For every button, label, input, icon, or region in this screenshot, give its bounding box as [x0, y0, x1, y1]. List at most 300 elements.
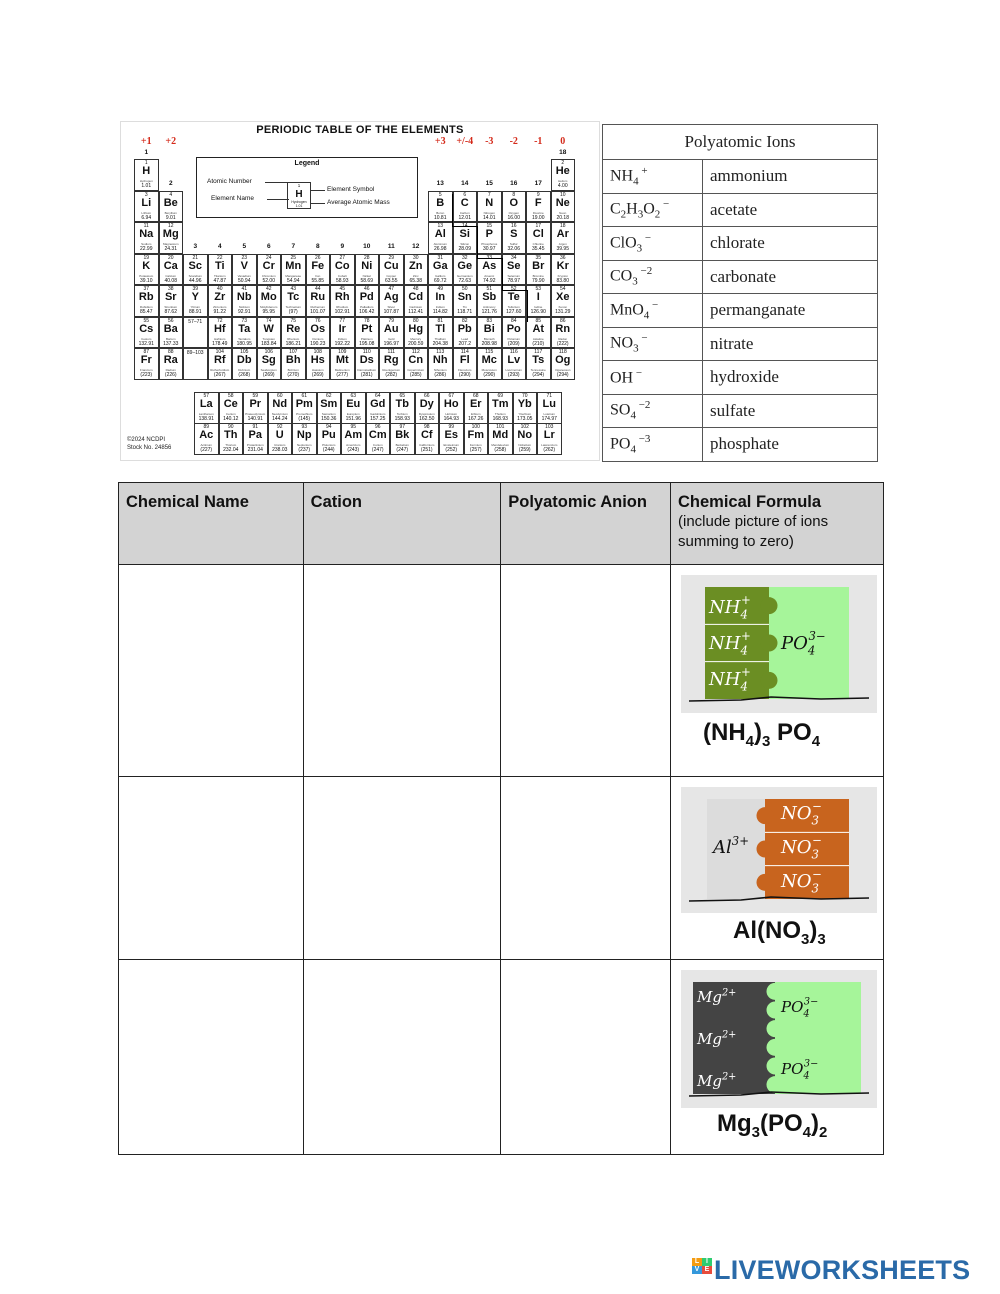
- element-symbol: Ca: [163, 259, 178, 272]
- element-mass: 28.09: [458, 246, 471, 252]
- element-symbol: Cr: [262, 259, 275, 272]
- element-symbol: Mc: [481, 354, 497, 366]
- element-name: Technetium: [285, 305, 301, 309]
- element-name: Nitrogen: [483, 210, 495, 215]
- element-cell: [257, 348, 282, 380]
- element-symbol: Sb: [482, 291, 497, 303]
- element-symbol: Be: [163, 196, 178, 209]
- element-name: Samarium: [321, 412, 336, 416]
- element-mass: 22.99: [139, 246, 153, 252]
- ion-label: $PO_43-$: [781, 1058, 819, 1082]
- element-atomic-number: 67: [448, 393, 455, 399]
- element-atomic-number: 57: [203, 393, 210, 399]
- ion-label: $Mg^{2+}$: [697, 1071, 737, 1090]
- element-cell: [477, 348, 502, 380]
- worksheet-row: [119, 777, 884, 960]
- header-cation: Cation: [303, 483, 501, 565]
- polyatomic-ion-row: [603, 327, 878, 361]
- element-mass: 10.81: [433, 214, 447, 221]
- element-cell: [257, 317, 282, 349]
- element-symbol: B: [436, 196, 445, 209]
- element-atomic-number: 7: [487, 191, 491, 198]
- stock-number: Stock No. 24856: [127, 445, 172, 451]
- element-mass: 19.00: [531, 214, 545, 221]
- element-name: Silver: [387, 305, 395, 309]
- element-name: Chromium: [261, 273, 276, 278]
- logo-letter-tile: V: [692, 1266, 702, 1274]
- element-name: Ytterbium: [518, 412, 532, 416]
- element-symbol: Ta: [238, 322, 251, 335]
- element-cell: [341, 392, 366, 424]
- element-name: Hafnium: [214, 336, 226, 341]
- element-atomic-number: 84: [510, 317, 517, 324]
- element-symbol: Cm: [368, 429, 387, 441]
- element-symbol: Hs: [310, 354, 325, 366]
- element-cell: [243, 423, 268, 455]
- element-atomic-number: 55: [143, 317, 150, 324]
- element-name: Tungsten: [262, 336, 275, 341]
- element-name: Cesium: [141, 336, 152, 341]
- header-chemical-formula: [671, 483, 884, 565]
- element-atomic-number: 110: [362, 349, 371, 355]
- element-cell: [208, 285, 233, 317]
- element-mass: (277): [336, 372, 349, 378]
- element-symbol: Db: [236, 354, 252, 366]
- element-cell: [134, 348, 159, 380]
- element-cell: [526, 254, 551, 286]
- element-cell: [526, 348, 551, 380]
- header-chemical-name: Chemical Name: [119, 483, 304, 565]
- element-atomic-number: 69: [497, 393, 504, 399]
- element-cell: [526, 285, 551, 317]
- element-atomic-number: 71: [546, 393, 553, 399]
- legend-pointer-line: [267, 199, 289, 200]
- element-cell: [159, 348, 184, 380]
- element-mass: 178.49: [212, 340, 228, 347]
- element-cell: [183, 254, 208, 286]
- element-name: Roentgenium: [382, 368, 401, 372]
- element-cell: [268, 423, 293, 455]
- element-mass: 173.05: [517, 416, 533, 422]
- element-name: Potassium: [139, 273, 154, 278]
- element-cell: [390, 392, 415, 424]
- element-name: Xenon: [558, 305, 568, 309]
- element-atomic-number: 49: [437, 286, 444, 292]
- element-cell: [428, 222, 453, 254]
- ion-label: $NO_3-$: [781, 833, 822, 862]
- element-atomic-number: 39: [192, 286, 199, 292]
- element-mass: (97): [288, 309, 298, 315]
- element-cell: [404, 285, 429, 317]
- element-cell: [281, 348, 306, 380]
- element-name: Krypton: [557, 273, 568, 278]
- element-symbol: I: [536, 291, 540, 303]
- element-symbol: Bh: [285, 354, 301, 366]
- element-mass: 200.59: [408, 340, 424, 347]
- element-symbol: Nd: [272, 398, 288, 410]
- element-mass: 14.01: [482, 214, 496, 221]
- element-cell: [551, 159, 576, 191]
- element-name: Titanium: [214, 273, 226, 278]
- element-cell: [428, 317, 453, 349]
- group-number: 8: [315, 243, 320, 250]
- element-mass: (247): [371, 447, 384, 453]
- element-symbol: Mn: [285, 259, 302, 272]
- ion-name: acetate: [703, 193, 878, 227]
- element-symbol: Ag: [383, 291, 399, 303]
- element-atomic-number: 111: [387, 349, 396, 355]
- element-cell: [355, 348, 380, 380]
- element-name: Promethium: [296, 412, 313, 416]
- element-name: Nobelium: [518, 443, 532, 447]
- element-atomic-number: 95: [350, 424, 357, 430]
- element-symbol: Cd: [408, 291, 424, 303]
- chemical-formula-cell: [671, 777, 884, 960]
- element-cell: [390, 423, 415, 455]
- element-name: Thulium: [494, 412, 506, 416]
- element-symbol: Gd: [370, 398, 386, 410]
- element-mass: (251): [420, 447, 433, 453]
- element-symbol: Sr: [164, 291, 177, 303]
- element-symbol: Og: [555, 354, 571, 366]
- ion-label: $NH_4+$: [709, 629, 751, 658]
- chemical-formula-text: $(NH_4)_3$ $PO_4$: [703, 719, 821, 750]
- element-atomic-number: 73: [241, 317, 248, 324]
- ion-name: nitrate: [703, 327, 878, 361]
- element-name: Copernicium: [407, 368, 425, 372]
- element-cell: [477, 191, 502, 223]
- element-mass: 204.38: [432, 340, 448, 347]
- element-cell: [159, 191, 184, 223]
- element-atomic-number: 59: [252, 393, 259, 399]
- element-atomic-number: 89: [203, 424, 210, 430]
- legend-pointer-line: [265, 182, 289, 183]
- legend-sample-mass: 1.01: [295, 204, 303, 208]
- element-atomic-number: 29: [388, 254, 395, 261]
- element-cell: [134, 285, 159, 317]
- group-number: 4: [217, 243, 222, 250]
- chemical-name-answer-cell[interactable]: [119, 960, 304, 1155]
- element-cell: [208, 348, 233, 380]
- element-mass: (282): [385, 372, 398, 378]
- element-cell: [551, 254, 576, 286]
- polyatomic-ion-row: [603, 193, 878, 227]
- element-symbol: Ra: [163, 354, 178, 366]
- element-name: Indium: [435, 305, 445, 309]
- element-atomic-number: 9: [536, 191, 540, 198]
- element-atomic-number: 51: [486, 286, 493, 292]
- element-cell: [453, 191, 478, 223]
- element-mass: 12.01: [458, 214, 471, 221]
- element-name: Boron: [436, 210, 445, 215]
- header-polyatomic-anion: Polyatomic Anion: [501, 483, 671, 565]
- element-atomic-number: 90: [227, 424, 234, 430]
- cation-answer-cell[interactable]: [303, 777, 501, 960]
- group-number: 13: [436, 180, 444, 187]
- element-symbol: K: [142, 259, 151, 272]
- ion-formula: OH −: [603, 361, 703, 395]
- element-symbol: Bi: [483, 322, 495, 335]
- element-name: Osmium: [312, 336, 324, 341]
- polyatomic-anion-answer-cell[interactable]: [501, 960, 671, 1155]
- element-symbol: Nb: [236, 291, 252, 303]
- element-symbol: Tb: [395, 398, 409, 410]
- element-name: Lead: [461, 336, 469, 341]
- element-atomic-number: 58: [227, 393, 234, 399]
- element-mass: 83.80: [556, 277, 569, 284]
- element-atomic-number: 89–103: [186, 350, 204, 356]
- element-symbol: Pm: [295, 398, 313, 410]
- element-symbol: Ac: [199, 429, 214, 441]
- element-name: Beryllium: [164, 210, 177, 215]
- group-number: 10: [363, 243, 371, 250]
- element-name: Iron: [315, 273, 321, 278]
- chemical-formula-cell: [671, 565, 884, 777]
- element-atomic-number: 6: [463, 191, 467, 198]
- element-cell: [306, 285, 331, 317]
- group-charge-label: -3: [485, 136, 494, 147]
- element-cell: [134, 222, 159, 254]
- element-name: Lanthanum: [198, 412, 214, 416]
- element-atomic-number: 83: [486, 317, 493, 324]
- group-number: 1: [144, 149, 149, 156]
- element-cell: [243, 392, 268, 424]
- element-symbol: Eu: [346, 398, 361, 410]
- element-cell: [317, 423, 342, 455]
- element-mass: 95.95: [262, 309, 275, 315]
- element-atomic-number: 11: [143, 223, 149, 229]
- element-atomic-number: 22: [216, 254, 223, 261]
- chemical-name-answer-cell[interactable]: [119, 777, 304, 960]
- element-cell: [292, 392, 317, 424]
- element-symbol: Fl: [459, 354, 470, 366]
- element-name: Curium: [372, 443, 383, 447]
- metalloid-line: [502, 290, 527, 291]
- group-number: 2: [168, 180, 173, 187]
- element-name: Helium: [558, 179, 568, 183]
- polyatomic-anion-answer-cell[interactable]: [501, 565, 671, 777]
- element-symbol: Sc: [188, 259, 202, 272]
- element-name: Antimony: [482, 305, 496, 309]
- element-name: Zinc: [412, 273, 419, 278]
- element-mass: (226): [164, 372, 177, 378]
- element-cell: [502, 222, 527, 254]
- element-symbol: Ge: [457, 259, 473, 272]
- element-mass: (268): [238, 372, 251, 378]
- element-name: Mercury: [410, 336, 422, 341]
- element-atomic-number: 81: [437, 317, 444, 324]
- element-symbol: Am: [344, 429, 363, 441]
- legend-pointer-line: [311, 190, 325, 191]
- element-cell: [551, 348, 576, 380]
- element-cell: [257, 285, 282, 317]
- cation-answer-cell[interactable]: [303, 565, 501, 777]
- chemical-name-answer-cell[interactable]: [119, 565, 304, 777]
- element-cell: [306, 254, 331, 286]
- legend-atomic-number-label: Atomic Number: [207, 178, 252, 185]
- element-atomic-number: 16: [510, 223, 517, 229]
- element-mass: 24.31: [164, 246, 177, 252]
- metalloid-line: [477, 226, 478, 258]
- legend-mass-label: Average Atomic Mass: [327, 199, 390, 206]
- element-cell: [428, 254, 453, 286]
- element-cell: [317, 392, 342, 424]
- element-mass: 58.69: [360, 277, 373, 284]
- element-cell: [341, 423, 366, 455]
- element-atomic-number: 1: [144, 160, 148, 166]
- element-symbol: Lv: [507, 354, 521, 366]
- element-mass: 126.90: [530, 309, 546, 315]
- periodic-table-title: PERIODIC TABLE OF THE ELEMENTS: [256, 124, 464, 136]
- element-mass: (294): [556, 372, 569, 378]
- element-mass: 151.96: [345, 416, 361, 422]
- element-symbol: Ce: [223, 398, 238, 410]
- element-atomic-number: 45: [339, 286, 346, 292]
- element-symbol: Rf: [213, 354, 226, 366]
- element-name: Mendelevium: [491, 443, 510, 447]
- element-mass: 231.04: [247, 447, 263, 453]
- element-cell: [488, 423, 513, 455]
- element-symbol: Te: [507, 291, 520, 303]
- element-name: Yttrium: [190, 305, 200, 309]
- element-name: Gold: [388, 336, 395, 341]
- legend-element-name-label: Element Name: [211, 195, 254, 202]
- element-name: Aluminum: [433, 242, 447, 246]
- element-atomic-number: 23: [241, 254, 248, 261]
- element-cell: [306, 348, 331, 380]
- element-cell: [232, 254, 257, 286]
- metalloid-line: [452, 194, 453, 227]
- element-atomic-number: 54: [559, 286, 566, 292]
- periodic-table: [120, 121, 600, 461]
- element-cell: [134, 317, 159, 349]
- element-name: Astatine: [532, 336, 544, 341]
- element-symbol: Si: [459, 228, 470, 240]
- element-atomic-number: 34: [510, 254, 517, 261]
- element-mass: 87.62: [164, 309, 177, 315]
- element-mass: (290): [483, 372, 496, 378]
- element-name: Nickel: [362, 273, 371, 278]
- metalloid-line: [477, 258, 502, 259]
- element-symbol: Se: [507, 259, 521, 272]
- element-mass: (244): [322, 447, 335, 453]
- group-charge-label: +/-4: [456, 136, 474, 147]
- element-symbol: Ts: [532, 354, 545, 366]
- worksheet-table: [118, 482, 884, 1155]
- element-name: Zirconium: [213, 305, 227, 309]
- element-name: Gadolinium: [370, 412, 386, 416]
- element-name: Gallium: [435, 273, 446, 278]
- element-name: Silicon: [460, 242, 470, 246]
- element-mass: 9.01: [165, 214, 176, 221]
- polyatomic-anion-answer-cell[interactable]: [501, 777, 671, 960]
- element-mass: 140.91: [247, 416, 263, 422]
- liveworksheets-wordmark: LIVEWORKSHEETS: [714, 1254, 971, 1285]
- element-atomic-number: 44: [314, 286, 321, 292]
- ion-label: $Mg^{2+}$: [697, 987, 737, 1006]
- ion-formula: $C_2H_3O_2$ −: [603, 193, 703, 227]
- element-atomic-number: 93: [301, 424, 308, 430]
- element-mass: 79.90: [531, 277, 545, 284]
- element-cell: [366, 392, 391, 424]
- cation-answer-cell[interactable]: [303, 960, 501, 1155]
- element-cell: [464, 392, 489, 424]
- element-symbol: Au: [383, 322, 399, 335]
- element-cell: [502, 191, 527, 223]
- element-mass: 157.25: [370, 416, 386, 422]
- element-cell: [281, 285, 306, 317]
- element-symbol: Ti: [214, 259, 225, 272]
- element-symbol: P: [485, 228, 493, 240]
- element-name: Rhenium: [287, 336, 300, 341]
- element-mass: 107.87: [383, 309, 399, 315]
- group-number: 14: [461, 180, 469, 187]
- element-name: Hydrogen: [139, 179, 153, 183]
- ion-name: chlorate: [703, 227, 878, 261]
- element-symbol: Fr: [140, 354, 152, 366]
- element-symbol: Dy: [419, 398, 434, 410]
- element-symbol: Br: [532, 259, 545, 272]
- element-symbol: Ho: [443, 398, 459, 410]
- polyatomic-ion-row: [603, 160, 878, 194]
- element-cell: [292, 423, 317, 455]
- element-name: Scandium: [188, 273, 202, 278]
- group-number: 7: [291, 243, 296, 250]
- element-mass: 54.94: [286, 277, 300, 284]
- element-mass: 92.91: [237, 309, 251, 315]
- element-cell: [439, 423, 464, 455]
- element-atomic-number: 86: [559, 317, 566, 324]
- element-atomic-number: 47: [388, 286, 395, 292]
- element-name: Fermium: [469, 443, 482, 447]
- element-cell: [134, 191, 159, 223]
- element-mass: 58.93: [335, 277, 349, 284]
- element-symbol: Fe: [311, 259, 325, 272]
- element-cell: [355, 285, 380, 317]
- polyatomic-ions-title: Polyatomic Ions: [603, 125, 878, 160]
- element-mass: (259): [518, 447, 531, 453]
- element-symbol: Cn: [408, 354, 424, 366]
- liveworksheets-logo: [692, 1256, 970, 1284]
- element-symbol: He: [555, 165, 570, 177]
- element-symbol: Rb: [138, 291, 154, 303]
- element-cell: [488, 392, 513, 424]
- element-mass: 140.12: [223, 416, 239, 422]
- element-name: Vanadium: [237, 273, 251, 278]
- element-atomic-number: 37: [143, 286, 150, 292]
- element-mass: 138.91: [198, 416, 214, 422]
- element-name: Platinum: [360, 336, 373, 341]
- group-number: 12: [412, 243, 420, 250]
- element-cell: [194, 392, 219, 424]
- element-name: Livermorium: [505, 368, 522, 372]
- element-atomic-number: 62: [325, 393, 332, 399]
- element-mass: 47.87: [213, 277, 226, 284]
- element-mass: 118.71: [457, 309, 473, 315]
- element-atomic-number: 25: [290, 254, 297, 261]
- element-mass: 6.94: [141, 214, 152, 221]
- element-atomic-number: 3: [144, 191, 148, 198]
- element-mass: 26.98: [433, 246, 447, 252]
- group-charge-label: +2: [165, 136, 177, 147]
- element-symbol: Zn: [409, 259, 423, 272]
- element-mass: (294): [532, 372, 545, 378]
- element-name: Praseodymium: [245, 412, 266, 416]
- element-cell: [379, 285, 404, 317]
- element-cell: [551, 191, 576, 223]
- element-mass: (223): [140, 372, 153, 378]
- element-mass: 132.91: [138, 340, 154, 347]
